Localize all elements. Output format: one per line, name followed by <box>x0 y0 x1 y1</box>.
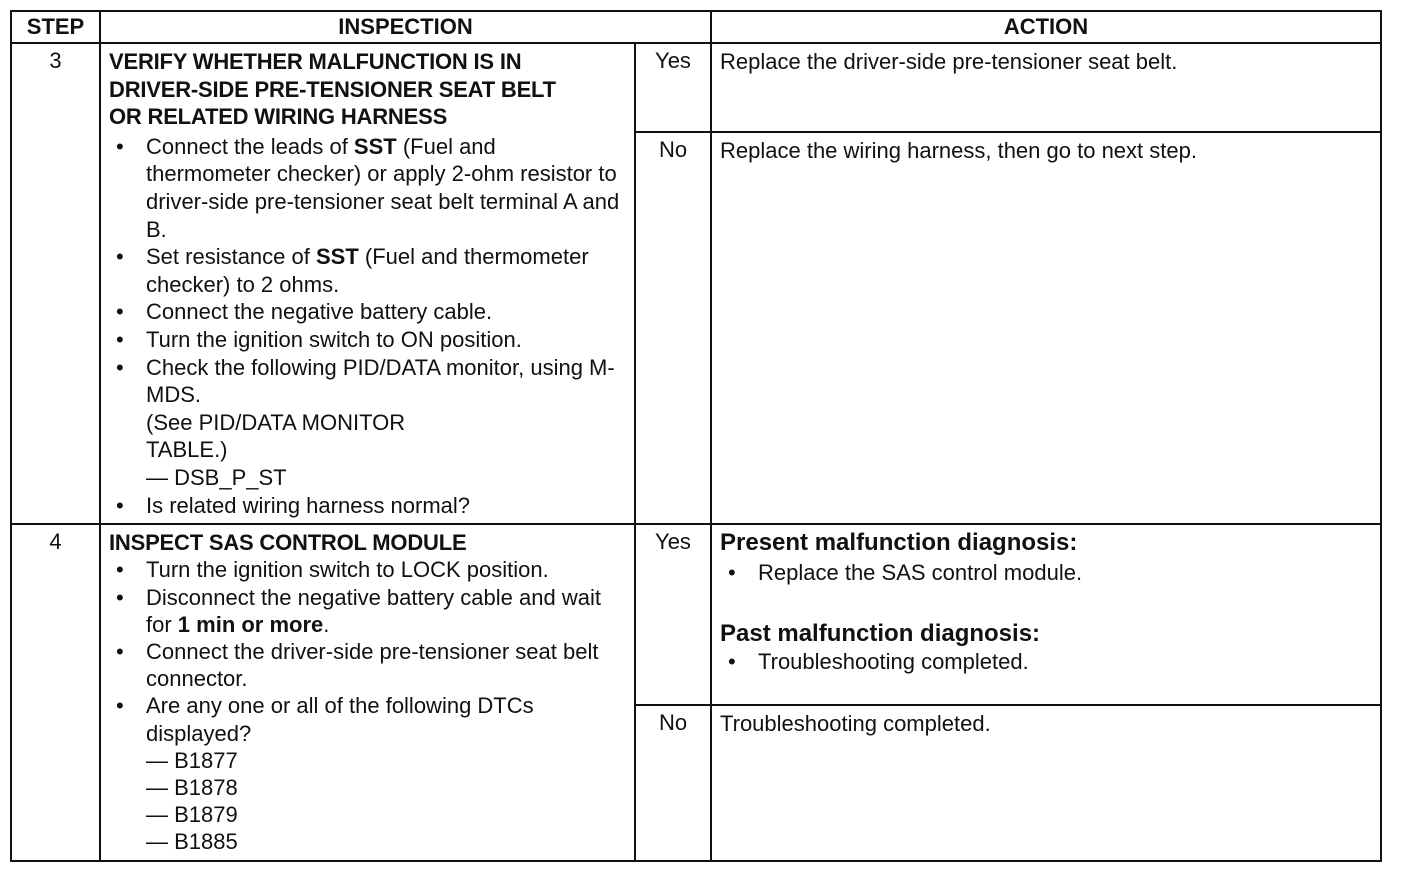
step3-bullet-ignition-on: • Turn the ignition switch to ON position. <box>146 326 626 354</box>
step4-bullet-connect-connector: • Connect the driver-side pre-tensioner seat belt connector. <box>146 638 626 692</box>
step3-bullet-connect-leads: • Connect the leads of SST (Fuel and thermometer checker) or apply 2-ohm resistor to driver-side pre-tensioner seat belt terminal A and B. <box>146 133 626 243</box>
present-malfunction-heading: Present malfunction diagnosis: <box>720 529 1078 557</box>
step4-yes-label: Yes <box>635 524 711 705</box>
past-malfunction-item: • Troubleshooting completed. <box>758 648 1372 676</box>
header-row <box>11 11 1381 43</box>
step4-yes-action <box>711 524 1381 705</box>
step3-number: 3 <box>11 43 100 524</box>
step3-no-label: No <box>635 132 711 524</box>
step4-title: INSPECT SAS CONTROL MODULE <box>109 530 467 556</box>
present-malfunction-item: • Replace the SAS control module. <box>758 559 1372 587</box>
dtc-item: — B1885 <box>146 829 238 855</box>
step3-bullet-check-pid: • Check the following PID/DATA monitor, using M-MDS. (See PID/DATA MONITOR TABLE.) — DSB_P_ST <box>146 354 626 492</box>
step3-yes-row <box>11 43 1381 132</box>
step3-bullet-harness-normal: • Is related wiring harness normal? <box>146 492 626 520</box>
step4-yes-row <box>11 524 1381 705</box>
past-malfunction-heading: Past malfunction diagnosis: <box>720 620 1041 648</box>
step4-bullet-disconnect-cable: • Disconnect the negative battery cable and wait for 1 min or more. <box>146 584 626 638</box>
dtc-item: — B1878 <box>146 774 238 800</box>
step4-no-action: Troubleshooting completed. <box>711 705 1381 860</box>
step4-no-label: No <box>635 705 711 860</box>
header-step: STEP <box>11 11 100 43</box>
step4-number: 4 <box>11 524 100 860</box>
diagnostic-table <box>10 10 1382 862</box>
step3-no-action: Replace the wiring harness, then go to next step. <box>711 132 1381 524</box>
step4-bullet-ignition-lock: • Turn the ignition switch to LOCK position. <box>146 556 626 583</box>
header-action: ACTION <box>711 11 1381 43</box>
step3-pid-item: — DSB_P_ST <box>146 464 287 490</box>
step3-inspection <box>100 43 635 524</box>
step3-bullet-connect-cable: • Connect the negative battery cable. <box>146 298 626 326</box>
header-inspection: INSPECTION <box>100 11 711 43</box>
step3-title: VERIFY WHETHER MALFUNCTION IS IN DRIVER-SIDE PRE-TENSIONER SEAT BELT OR RELATED WIRING HARNESS <box>109 49 556 130</box>
dtc-item: — B1879 <box>146 802 238 828</box>
step3-yes-label: Yes <box>635 43 711 132</box>
step3-bullet-set-resistance: • Set resistance of SST (Fuel and thermometer checker) to 2 ohms. <box>146 243 626 298</box>
step4-inspection <box>100 524 635 860</box>
step4-bullet-dtcs-displayed: • Are any one or all of the following DTCs displayed? — B1877 — B1878 — B1879 — B1885 <box>146 692 626 855</box>
step3-yes-action: Replace the driver-side pre-tensioner seat belt. <box>711 43 1381 132</box>
dtc-item: — B1877 <box>146 747 238 773</box>
